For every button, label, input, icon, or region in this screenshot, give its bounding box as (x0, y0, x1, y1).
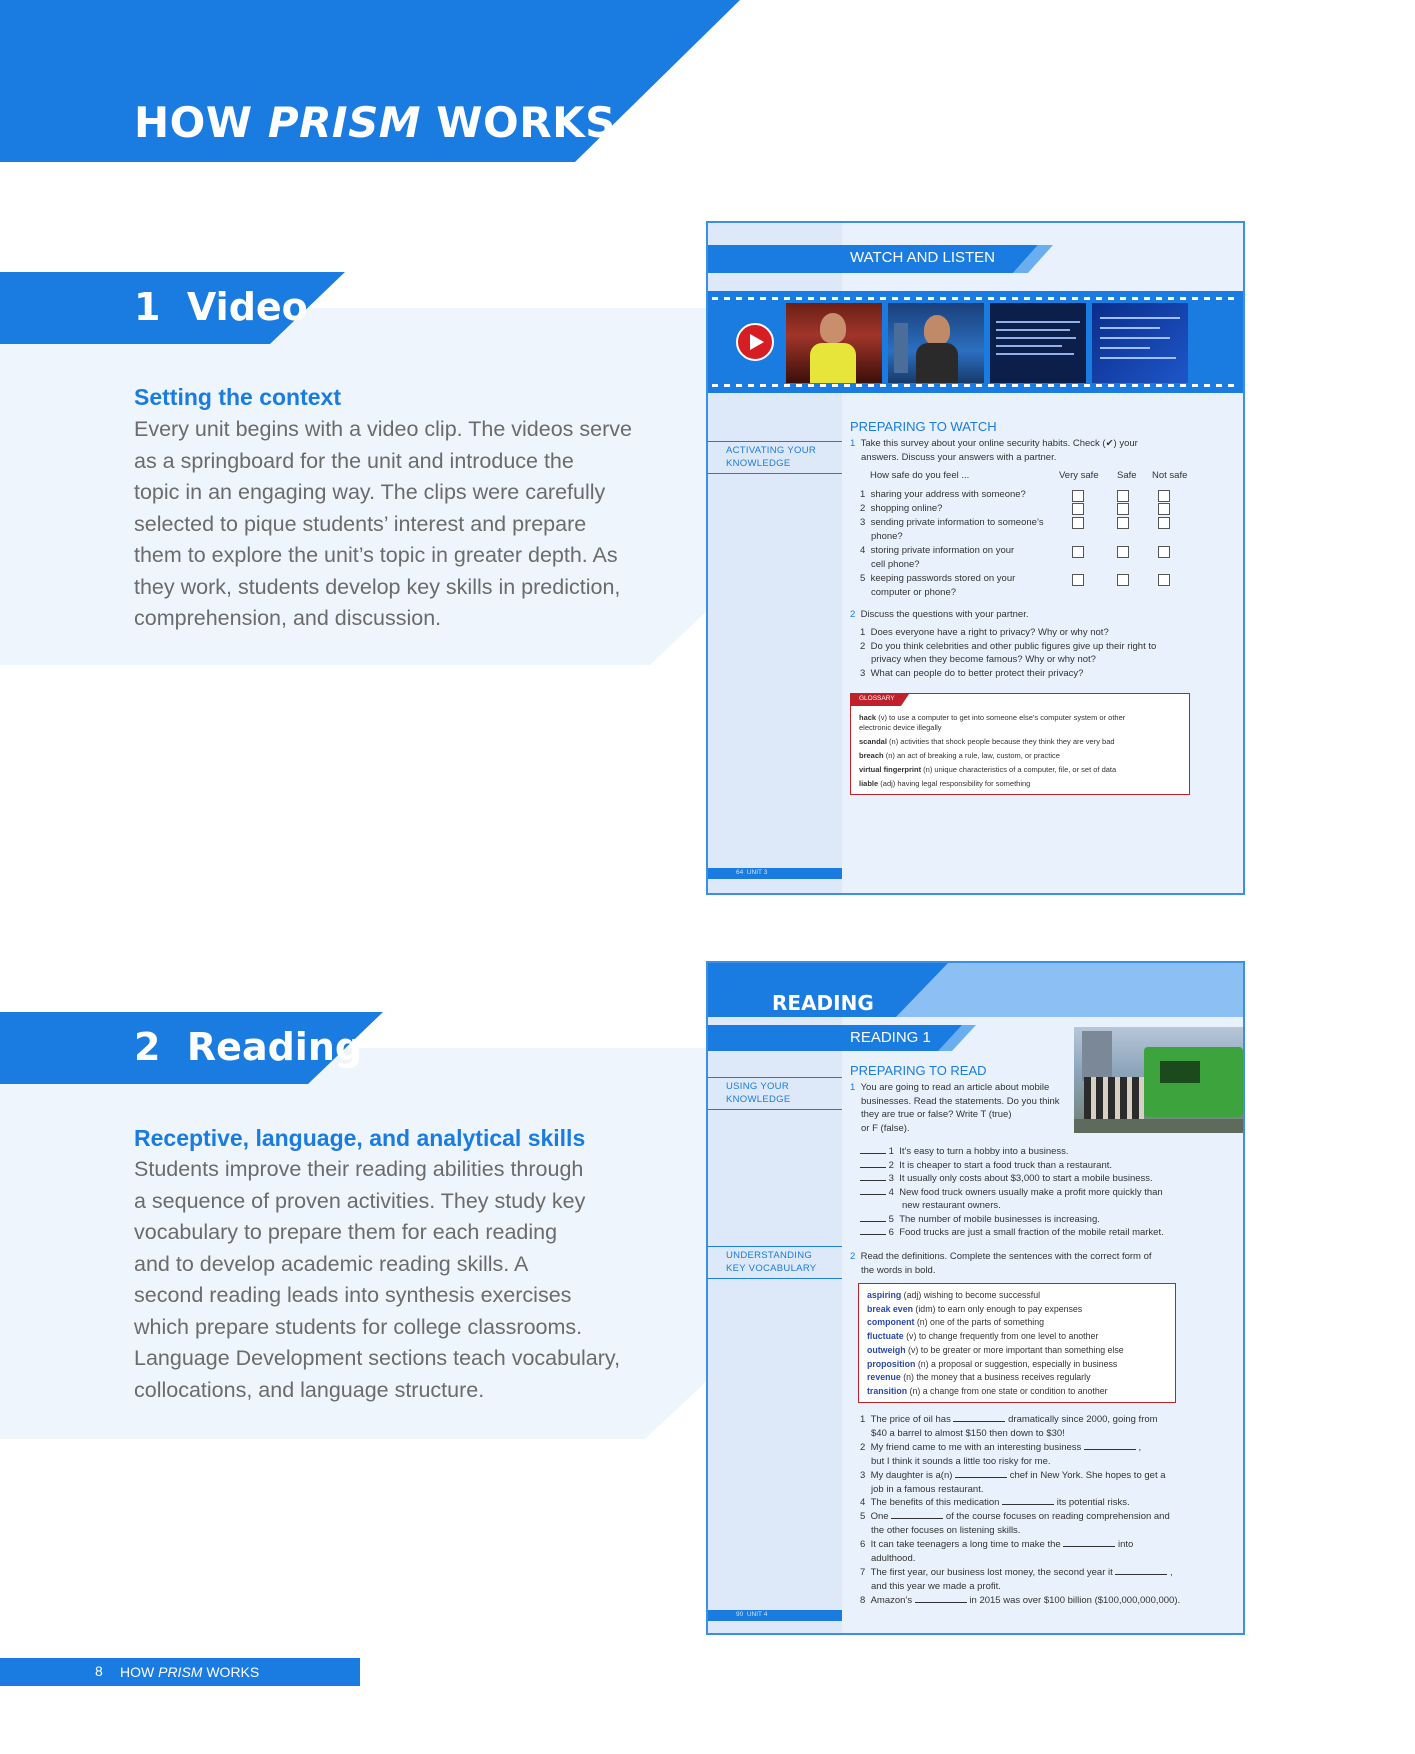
margin-rule (708, 473, 842, 474)
answer-blank[interactable] (1002, 1504, 1054, 1505)
video-frame-1 (786, 303, 882, 383)
survey-item: 2 shopping online? (860, 503, 943, 514)
text-line (996, 321, 1080, 323)
filmstrip-perforation-top (712, 297, 1239, 300)
answer-blank[interactable] (1084, 1449, 1136, 1450)
ground (1074, 1119, 1243, 1133)
survey-item: 5 keeping passwords stored on your computer or phone? (860, 573, 1016, 598)
section-reading-body (134, 1154, 694, 1406)
body-line: Language Development sections teach vocabulary, (134, 1346, 621, 1370)
checkbox[interactable] (1158, 546, 1170, 558)
play-button[interactable] (736, 323, 774, 361)
checkbox[interactable] (1117, 546, 1129, 558)
video-filmstrip (708, 291, 1243, 393)
checkbox[interactable] (1158, 503, 1170, 515)
vocabulary-list: aspiring (adj) wishing to become successful break even (idm) to earn only enough to pay expenses component (n) one of the parts of something fluctuate (v) to change frequently from one level to another outweigh (v) to be greater or more important than something else proposition (n) a proposal or suggestion, especially in business revenue (n) the money that a business receives regularly transition (n) a change from one state or condition to another (867, 1290, 1124, 1396)
page-footer-label: 90 UNIT 4 (736, 1611, 768, 1618)
footer-page-number: 8 (95, 1663, 103, 1679)
body-line: which prepare students for college classrooms. (134, 1314, 583, 1339)
body-line: comprehension, and discussion. (134, 606, 442, 630)
body-line: second reading leads into synthesis exercises (134, 1283, 572, 1307)
checkbox[interactable] (1117, 490, 1129, 502)
code-line (1100, 347, 1150, 349)
page-title: HOW PRISM WORKS (134, 98, 616, 147)
code-line (1100, 357, 1176, 359)
watch-listen-label: WATCH AND LISTEN (850, 249, 996, 266)
margin-rule (708, 1246, 842, 1247)
glossary-list: hack (v) to use a computer to get into someone else’s computer system or other electronic device illegally scandal (n) activities that shock people because they think they are very bad breach (n) an act of breaking a rule, law, custom, or practice virtual fingerprint (n) unique characteristics of a computer, file, or set of data liable (adj) having legal responsibility for something (859, 713, 1126, 788)
section-video-subtitle: Setting the context (134, 384, 342, 410)
page-footer-bar (708, 868, 842, 879)
checkbox[interactable] (1072, 517, 1084, 529)
vocabulary-instructions: 2 Read the definitions. Complete the sentences with the correct form of the words in bold. (850, 1251, 1152, 1276)
building-shape (1082, 1031, 1112, 1081)
footer-title: HOW PRISM WORKS (120, 1664, 260, 1680)
checkbox[interactable] (1158, 490, 1170, 502)
vocabulary-box (858, 1283, 1176, 1403)
checkbox[interactable] (1158, 574, 1170, 586)
body-line: them to explore the unit’s topic in greater depth. As (134, 543, 618, 567)
section-reading-heading: 2 Reading (134, 1025, 363, 1069)
glossary-tag-label: GLOSSARY (859, 695, 895, 702)
preparing-to-read-heading: PREPARING TO READ (850, 1063, 987, 1078)
body-line: Every unit begins with a video clip. The videos serve (134, 417, 632, 441)
survey-item: 4 storing private information on your cell phone? (860, 545, 1015, 570)
answer-blank[interactable] (955, 1477, 1007, 1478)
answer-blank[interactable] (891, 1518, 943, 1519)
discussion-list: 1 Does everyone have a right to privacy? Why or why not? 2 Do you think celebrities and other public figures give up their right to privacy when they become famous? Why or why not? 3 What can people do to better protect their privacy? (860, 627, 1157, 679)
answer-blank[interactable] (860, 1221, 886, 1222)
margin-rule (708, 1278, 842, 1279)
presenter-body (916, 343, 958, 383)
checkbox[interactable] (1117, 503, 1129, 515)
checkbox[interactable] (1158, 517, 1170, 529)
section-video-heading: 1 Video (134, 285, 308, 329)
answer-blank[interactable] (1063, 1546, 1115, 1547)
filmstrip-perforation-bottom (712, 384, 1239, 387)
body-line: they work, students develop key skills in prediction, (134, 574, 621, 599)
checkbox[interactable] (1117, 574, 1129, 586)
margin-rule (708, 1077, 842, 1078)
checkbox[interactable] (1072, 490, 1084, 502)
video-frame-2 (888, 303, 984, 383)
answer-blank[interactable] (1115, 1574, 1167, 1575)
video-page-thumbnail (706, 221, 1245, 895)
survey-instructions: 1 Take this survey about your online security habits. Check (✔) your answers. Discuss your answers with a partner. (850, 438, 1138, 463)
presenter-head (820, 313, 846, 343)
page-margin-column (708, 963, 842, 1633)
col-safe: Safe (1117, 470, 1137, 481)
col-not-safe: Not safe (1152, 470, 1188, 481)
reading-banner-label: READING (772, 991, 874, 1015)
margin-rule (708, 1109, 842, 1110)
code-line (1100, 317, 1180, 319)
body-line: topic in an engaging way. The clips were carefully (134, 480, 606, 504)
answer-blank[interactable] (860, 1234, 886, 1235)
presenter-head (924, 315, 950, 345)
statements-instructions: 1 You are going to read an article about mobile businesses. Read the statements. Do you think they are true or false? Write T (true) or F (false). (850, 1082, 1060, 1134)
margin-label-key-vocabulary: UNDERSTANDING KEY VOCABULARY (726, 1250, 817, 1274)
video-frame-4 (1092, 303, 1188, 383)
survey-item: 1 sharing your address with someone? (860, 489, 1026, 500)
section-video-body (134, 414, 694, 635)
answer-blank[interactable] (860, 1153, 886, 1154)
code-line (1100, 327, 1160, 329)
checkbox[interactable] (1072, 503, 1084, 515)
glossary-box (850, 693, 1190, 795)
margin-rule (708, 441, 842, 442)
checkbox[interactable] (1117, 517, 1129, 529)
building-shape (894, 323, 908, 373)
truck-window (1160, 1061, 1200, 1083)
body-line: as a springboard for the unit and introduce the (134, 448, 574, 473)
reading-1-label: READING 1 (850, 1029, 931, 1046)
answer-blank[interactable] (953, 1421, 1005, 1422)
checkbox[interactable] (1072, 574, 1084, 586)
answer-blank[interactable] (860, 1194, 886, 1195)
col-very-safe: Very safe (1059, 470, 1099, 481)
true-false-statements: 1 It’s easy to turn a hobby into a business. 2 It is cheaper to start a food truck than a restaurant. 3 It usually only costs about $3,000 to start a mobile business. 4 New food truck owners usually make a profit more quickly than new restaurant owners. 5 The number of mobile businesses is increasing. 6 Food trucks are just a small fraction of the mobile retail market. (860, 1145, 1230, 1240)
body-line: vocabulary to prepare them for each reading (134, 1220, 558, 1244)
food-truck-photo (1074, 1027, 1243, 1133)
body-line: and to develop academic reading skills. A (134, 1251, 529, 1276)
body-line: collocations, and language structure. (134, 1377, 485, 1402)
page-footer-label: 64 UNIT 3 (736, 869, 768, 876)
video-frame-3 (990, 303, 1086, 383)
fill-in-sentences: 1 The price of oil has dramatically since 2000, going from $40 a barrel to almost $150 then down to $30! 2 My friend came to me with an interesting business , but I think it sounds a little too risky for me. 3 My daughter is a(n) chef in New York. She hopes to get a job in a famous restaurant. 4 The benefits of this medication its potential risks. 5 One of the course focuses on reading comprehension and the other focuses on listening skills. 6 It can take teenagers a long time to make the into adulthood. 7 The first year, our business lost money, the second year it , and this year we made a profit. 8 Amazon’s in 2015 was over $100 billion ($100,000,000,000). (860, 1414, 1181, 1606)
survey-item: 3 sending private information to someone’s phone? (860, 517, 1044, 542)
preparing-to-watch-heading: PREPARING TO WATCH (850, 419, 997, 434)
section-reading-subtitle: Receptive, language, and analytical skills (134, 1125, 586, 1151)
margin-label-activating: ACTIVATING YOUR KNOWLEDGE (726, 445, 817, 469)
body-line: a sequence of proven activities. They study key (134, 1188, 586, 1213)
presenter-body (810, 343, 856, 383)
text-line (996, 329, 1070, 331)
page-footer-bar (708, 1610, 842, 1621)
text-line (996, 337, 1076, 339)
body-line: Students improve their reading abilities through (134, 1157, 584, 1181)
text-line (996, 353, 1074, 355)
text-line (996, 345, 1062, 347)
play-icon (738, 325, 772, 359)
answer-blank[interactable] (915, 1602, 967, 1603)
answer-blank[interactable] (860, 1167, 886, 1168)
code-line (1100, 337, 1170, 339)
body-line: selected to pique students’ interest and prepare (134, 511, 587, 536)
margin-label-using-knowledge: USING YOUR KNOWLEDGE (726, 1081, 791, 1105)
reading-page-thumbnail (706, 961, 1245, 1635)
survey-prompt: How safe do you feel ... (870, 470, 970, 481)
discussion-instructions: 2 Discuss the questions with your partner. (850, 609, 1029, 620)
checkbox[interactable] (1072, 546, 1084, 558)
answer-blank[interactable] (860, 1180, 886, 1181)
